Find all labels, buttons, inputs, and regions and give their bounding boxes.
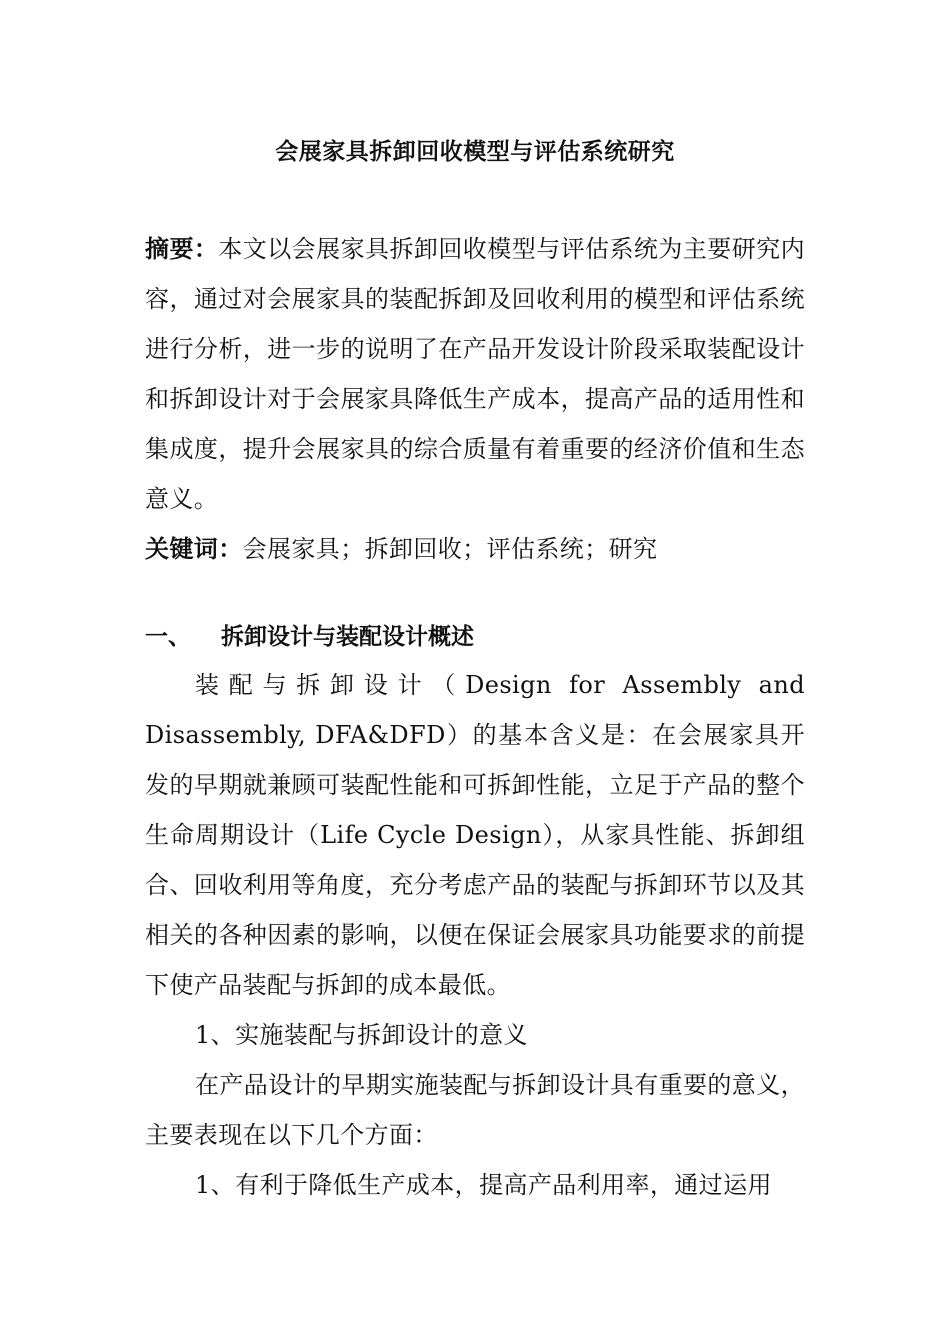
document-body bbox=[145, 224, 805, 1210]
keywords-text: 会展家具；拆卸回收；评估系统；研究 bbox=[242, 535, 658, 563]
keywords-label: 关键词： bbox=[145, 535, 243, 563]
abstract-text: 本文以会展家具拆卸回收模型与评估系统为主要研究内容，通过对会展家具的装配拆卸及回收利用的模型和评估系统进行分析，进一步的说明了在产品开发设计阶段采取装配设计和拆卸设计对于会展家具降低生产成本，提高产品的适用性和集成度，提升会展家具的综合质量有着重要的经济价值和生态意义。 bbox=[145, 235, 805, 513]
abstract-paragraph bbox=[145, 224, 805, 524]
keywords-paragraph bbox=[145, 524, 805, 574]
section-paragraph-definition: 装配与拆卸设计（Design for Assembly and Disassembly, DFA&DFD）的基本含义是：在会展家具开发的早期就兼顾可装配性能和可拆卸性能，立足于产品的整个生命周期设计（Life Cycle Design），从家具性能、拆卸组合、回收利用等角度，充分考虑产品的装配与拆卸环节以及其相关的各种因素的影响，以便在保证会展家具功能要求的前提下使产品装配与拆卸的成本最低。 bbox=[145, 671, 805, 999]
abstract-label: 摘要： bbox=[145, 235, 219, 263]
section-number: 一、 bbox=[145, 624, 191, 650]
document-title: 会展家具拆卸回收模型与评估系统研究 bbox=[275, 139, 675, 165]
subheading-significance: 1、实施装配与拆卸设计的意义 bbox=[195, 1021, 528, 1049]
section-spacer bbox=[145, 574, 805, 614]
section-paragraph-intro: 在产品设计的早期实施装配与拆卸设计具有重要的意义，主要表现在以下几个方面： bbox=[145, 1071, 805, 1149]
section-heading bbox=[145, 614, 805, 660]
section-title: 拆卸设计与装配设计概述 bbox=[221, 624, 474, 650]
section-paragraph-point-1: 1、有利于降低生产成本，提高产品利用率，通过运用 bbox=[195, 1171, 772, 1199]
